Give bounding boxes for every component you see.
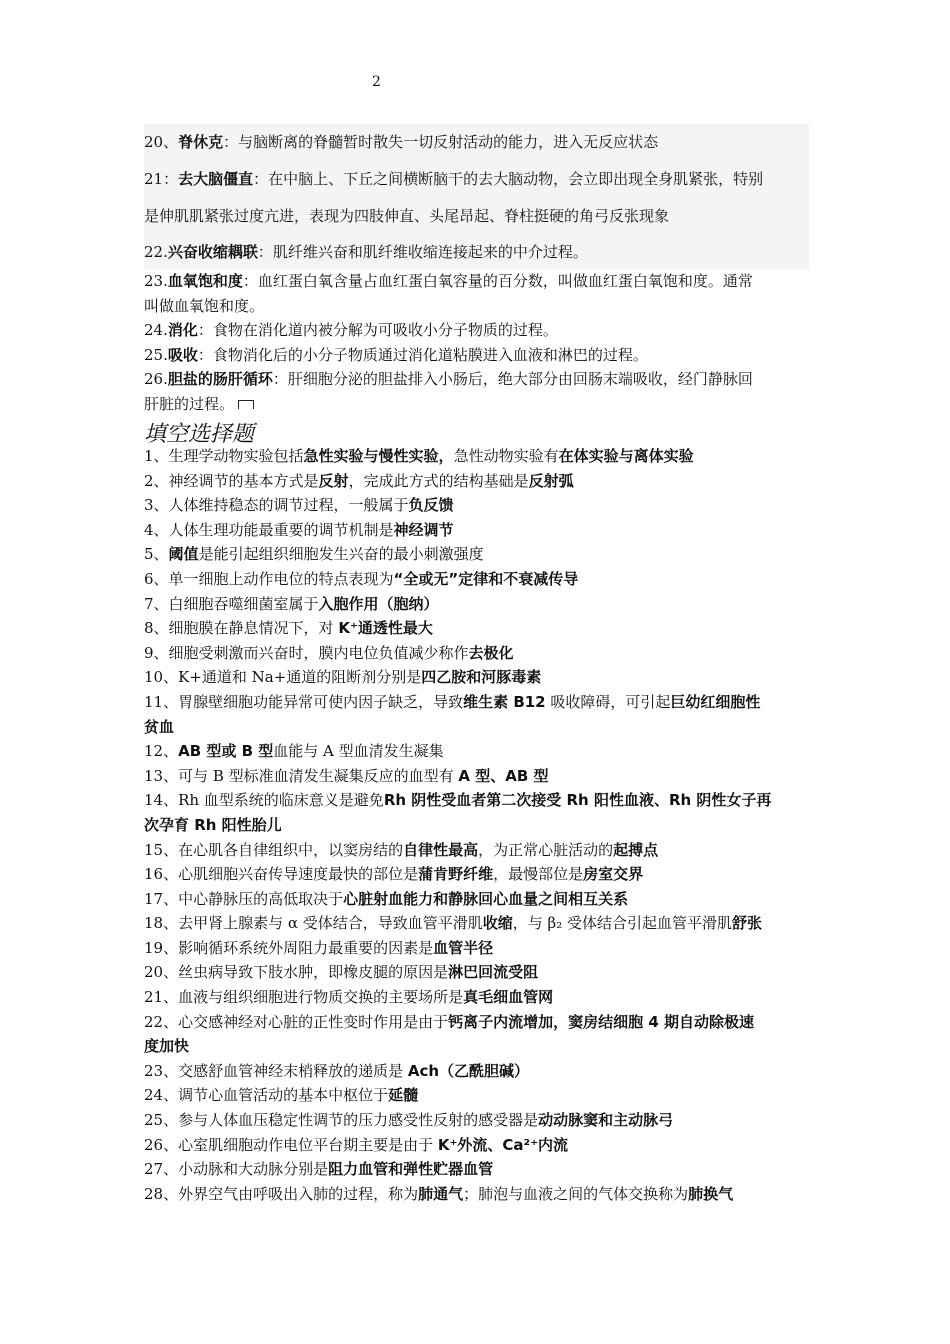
- question-text: 3、人体维持稳态的调节过程，一般属于: [144, 496, 409, 515]
- question-text: 4、人体生理功能最重要的调节机制是: [144, 520, 394, 539]
- definition-separator: ：: [242, 272, 258, 290]
- answer-text: 入胞作用（胞纳）: [318, 594, 439, 613]
- definition-term: 脊休克: [178, 133, 224, 151]
- definition-line: [144, 269, 809, 294]
- definitions-block: [144, 269, 809, 416]
- fill-item: [144, 1059, 809, 1084]
- definition-text: 血红蛋白氧含量占血红蛋白氧容量的百分数，叫做血红蛋白氧饱和度。通常: [257, 272, 753, 290]
- definition-separator: ：: [197, 321, 213, 339]
- question-text: 13、可与 B 型标准血清发生凝集反应的血型有: [144, 766, 459, 785]
- fill-item: [144, 665, 809, 690]
- question-text: 8、细胞膜在静息情况下，对: [144, 619, 339, 638]
- question-text: 10、K+通道和 Na+通道的阻断剂分别是: [144, 668, 422, 687]
- fill-item: [144, 690, 809, 715]
- question-text: 19、影响循环系统外周阻力最重要的因素是: [144, 938, 434, 957]
- definition-number: 26.: [144, 370, 168, 388]
- fill-item: [144, 1010, 809, 1035]
- definition-line: [144, 367, 809, 392]
- question-text: 吸收障碍，可引起: [545, 692, 671, 711]
- fill-item: [144, 616, 809, 641]
- fill-item: [144, 1108, 809, 1133]
- paragraph-mark-icon: [238, 400, 254, 409]
- fill-item: [144, 444, 809, 469]
- question-text: ；肺泡与血液之间的气体交换称为: [463, 1184, 689, 1203]
- answer-text: 维生素 B12: [463, 692, 546, 711]
- answer-text: 阈值: [168, 545, 199, 564]
- definition-text: 食物在消化道内被分解为可吸收小分子物质的过程。: [212, 321, 558, 339]
- answer-text: 房室交界: [583, 865, 644, 884]
- answer-text: 去极化: [468, 643, 514, 662]
- fill-item: [144, 862, 809, 887]
- fill-item: [144, 542, 809, 567]
- answer-text: A 型、AB 型: [458, 766, 549, 785]
- definition-line: [144, 294, 809, 319]
- definition-separator: ：: [257, 243, 273, 261]
- definition-text: 叫做血氧饱和度。: [144, 296, 265, 315]
- answer-text: 反射: [318, 471, 349, 490]
- question-text: 15、在心肌各自律组织中，以窦房结的: [144, 840, 404, 859]
- answer-text: 血管半径: [433, 938, 494, 957]
- definition-number: 25.: [144, 345, 168, 364]
- shaded-definitions-block: [144, 124, 809, 270]
- fill-item: [144, 641, 809, 666]
- section-heading: 填空选择题: [144, 422, 255, 447]
- question-text: 16、心肌细胞兴奋传导速度最快的部位是: [144, 865, 419, 884]
- question-text: 23、交感舒血管神经末梢释放的递质是: [144, 1061, 408, 1080]
- definition-text: 肌纤维兴奋和肌纤维收缩连接起来的中介过程。: [272, 243, 588, 261]
- definition-term: 消化: [167, 321, 198, 339]
- fill-item: [144, 887, 809, 912]
- answer-text: 动动脉窦和主动脉弓: [538, 1111, 674, 1130]
- question-text: 7、白细胞吞噬细菌室属于: [144, 594, 319, 613]
- definition-separator: ：: [253, 170, 269, 188]
- definition-separator: ：: [197, 345, 213, 364]
- question-text: 血能与 A 型血清发生凝集: [273, 742, 444, 761]
- fill-item: [144, 911, 809, 936]
- answer-text: 神经调节: [393, 520, 454, 539]
- question-text: 24、调节心血管活动的基本中枢位于: [144, 1086, 389, 1105]
- answer-text: 延髓: [388, 1086, 419, 1105]
- question-text: ，与 β₂ 受体结合引起血管平滑肌: [512, 914, 733, 933]
- definition-text: 食物消化后的小分子物质通过消化道粘膜进入血液和淋巴的过程。: [212, 345, 648, 364]
- question-text: 11、胃腺壁细胞功能异常可使内因子缺乏，导致: [144, 692, 464, 711]
- answer-text: 贫血: [144, 717, 175, 736]
- definition-line: [144, 343, 809, 368]
- definition-line: [144, 392, 809, 417]
- definition-separator: ：: [223, 133, 239, 151]
- fill-item: [144, 739, 809, 764]
- answer-text: 收缩: [482, 914, 513, 933]
- answer-text: 阻力血管和弹性贮器血管: [328, 1160, 494, 1179]
- answer-text: 在体实验与离体实验: [558, 447, 694, 465]
- fill-item: [144, 493, 809, 518]
- answer-text: 负反馈: [408, 496, 454, 515]
- answer-text: 钙离子内流增加，窦房结细胞 4 期自动除极速: [448, 1012, 754, 1031]
- fill-item: [144, 715, 809, 740]
- fill-item: [144, 960, 809, 985]
- answer-text: 度加快: [144, 1037, 190, 1056]
- definition-text: 肝脏的过程。: [144, 394, 235, 413]
- question-text: 26、心室肌细胞动作电位平台期主要是由于: [144, 1135, 438, 1154]
- fill-item: [144, 936, 809, 961]
- definition-term: 兴奋收缩耦联: [167, 243, 258, 261]
- fill-item: [144, 764, 809, 789]
- question-text: ，为正常心脏活动的: [478, 840, 614, 859]
- question-text: ，完成此方式的结构基础是: [348, 471, 529, 490]
- answer-text: AB 型或 B 型: [178, 742, 274, 761]
- answer-text: Ach（乙酰胆碱）: [407, 1061, 530, 1080]
- definition-term: 去大脑僵直: [178, 170, 254, 188]
- fill-item: [144, 813, 809, 838]
- fill-item: [144, 567, 809, 592]
- question-text: 急性动物实验有: [453, 447, 559, 465]
- definition-line: [144, 124, 809, 160]
- page-number: 2: [372, 74, 381, 90]
- fill-item: [144, 1083, 809, 1108]
- answer-text: Rh 阴性受血者第二次接受 Rh 阳性血液、Rh 阴性女子再: [383, 791, 772, 810]
- answer-text: 反射弧: [528, 471, 574, 490]
- question-text: 2、神经调节的基本方式是: [144, 471, 319, 490]
- fill-item: [144, 985, 809, 1010]
- fill-item: [144, 1133, 809, 1158]
- answer-text: “全或无”定律和不衰减传导: [393, 569, 579, 588]
- answer-text: 肺通气: [418, 1184, 464, 1203]
- definition-term: 吸收: [167, 345, 198, 364]
- answer-text: 次孕育 Rh 阳性胎儿: [144, 815, 282, 834]
- definition-number: 24.: [144, 321, 168, 339]
- question-text: 20、丝虫病导致下肢水肿，即橡皮腿的原因是: [144, 963, 449, 982]
- definition-text: 是伸肌肌紧张过度亢进，表现为四肢伸直、头尾昂起、脊柱挺硬的角弓反张现象: [144, 207, 670, 225]
- definition-line: [144, 318, 809, 343]
- definition-number: 20、: [144, 133, 179, 151]
- question-text: 1、生理学动物实验包括: [144, 447, 304, 465]
- question-text: 6、单一细胞上动作电位的特点表现为: [144, 569, 394, 588]
- question-text: 28、外界空气由呼吸出入肺的过程，称为: [144, 1184, 419, 1203]
- answer-text: 急性实验与慢性实验，: [303, 447, 454, 465]
- definition-term: 胆盐的肠肝循环: [167, 370, 273, 388]
- question-text: 是能引起组织细胞发生兴奋的最小刺激强度: [198, 545, 484, 564]
- question-text: 17、中心静脉压的高低取决于: [144, 889, 344, 908]
- fill-item: [144, 838, 809, 863]
- definition-number: 23.: [144, 272, 168, 290]
- question-text: 27、小动脉和大动脉分别是: [144, 1160, 329, 1179]
- answer-text: 真毛细血管网: [463, 988, 554, 1007]
- question-text: 9、细胞受刺激而兴奋时，膜内电位负值减少称作: [144, 643, 469, 662]
- answer-text: 肺换气: [688, 1184, 734, 1203]
- question-text: 22、心交感神经对心脏的正性变时作用是由于: [144, 1012, 449, 1031]
- definition-text: 与脑断离的脊髓暂时散失一切反射活动的能力，进入无反应状态: [238, 133, 659, 151]
- fill-item: [144, 592, 809, 617]
- answer-text: 心脏射血能力和静脉回心血量之间相互关系: [343, 889, 629, 908]
- definition-term: 血氧饱和度: [167, 272, 243, 290]
- question-text: 18、去甲肾上腺素与 α 受体结合，导致血管平滑肌: [144, 914, 483, 933]
- definition-line: [144, 160, 809, 198]
- question-text: 25、参与人体血压稳定性调节的压力感受性反射的感受器是: [144, 1111, 539, 1130]
- fill-item: [144, 788, 809, 813]
- definition-text: 肝细胞分泌的胆盐排入小肠后，绝大部分由回肠末端吸收，经门静脉回: [287, 370, 753, 388]
- answer-text: 四乙胺和河豚毒素: [421, 668, 542, 687]
- answer-text: 起搏点: [613, 840, 659, 859]
- answer-text: 蒲肯野纤维: [418, 865, 494, 884]
- answer-text: 舒张: [732, 914, 763, 933]
- answer-text: K⁺通透性最大: [338, 619, 433, 638]
- fill-item: [144, 1182, 809, 1207]
- question-text: 5、: [144, 545, 169, 564]
- definition-separator: ：: [272, 370, 288, 388]
- answer-text: 自律性最高: [403, 840, 479, 859]
- definition-number: 22.: [144, 243, 168, 261]
- definition-line: [144, 234, 809, 270]
- question-text: 12、: [144, 742, 179, 761]
- fill-in-list: [144, 444, 809, 1206]
- fill-item: [144, 1157, 809, 1182]
- answer-text: K⁺外流、Ca²⁺内流: [437, 1135, 569, 1154]
- question-text: 21、血液与组织细胞进行物质交换的主要场所是: [144, 988, 464, 1007]
- answer-text: 巨幼红细胞性: [670, 692, 761, 711]
- question-text: ，最慢部位是: [493, 865, 584, 884]
- fill-item: [144, 518, 809, 543]
- definition-text: 在中脑上、下丘之间横断脑干的去大脑动物，会立即出现全身肌紧张，特别: [268, 170, 764, 188]
- definition-number: 21：: [144, 170, 179, 188]
- answer-text: 淋巴回流受阻: [448, 963, 539, 982]
- question-text: 14、Rh 血型系统的临床意义是避免: [144, 791, 384, 810]
- fill-item: [144, 1034, 809, 1059]
- definition-line: [144, 198, 809, 234]
- fill-item: [144, 469, 809, 494]
